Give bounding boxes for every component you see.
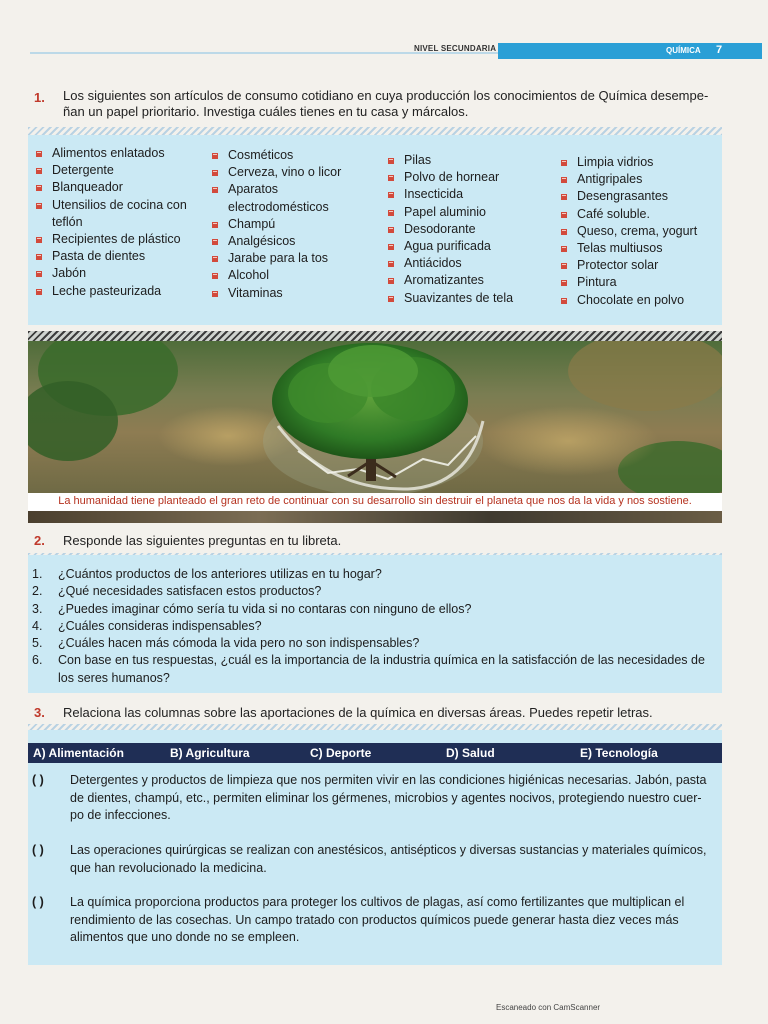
bullet-icon xyxy=(561,246,567,252)
list-item[interactable]: Queso, crema, yogurt xyxy=(561,223,697,240)
list-item[interactable]: Pilas xyxy=(388,152,513,169)
bullet-icon xyxy=(36,185,42,191)
section3-number: 3. xyxy=(34,705,45,720)
bullet-icon xyxy=(36,237,42,243)
list-item[interactable]: Recipientes de plástico xyxy=(36,231,187,248)
bullet-icon xyxy=(388,261,394,267)
bullet-icon xyxy=(36,254,42,260)
list-item[interactable]: Vitaminas xyxy=(212,285,341,302)
list-item[interactable]: Aparatos xyxy=(212,181,341,198)
bullet-icon xyxy=(388,244,394,250)
list-item[interactable]: Suavizantes de tela xyxy=(388,290,513,307)
category-deporte: C) Deporte xyxy=(310,746,372,760)
section3-instructions: Relaciona las columnas sobre las aportaciones de la química en diversas áreas. Puedes repetir letras. xyxy=(63,705,653,720)
question-item: 3. ¿Puedes imaginar cómo sería tu vida si no contaras con ninguno de ellos? xyxy=(32,601,472,616)
match-text-line: rendimiento de las cosechas. Un campo tratado con productos químicos puede generar hasta diez veces más xyxy=(70,912,679,927)
bullet-icon xyxy=(36,203,42,209)
tree-in-glass-image xyxy=(28,341,722,493)
list-item[interactable]: Pasta de dientes xyxy=(36,248,187,265)
question-item: 1. ¿Cuántos productos de los anteriores utilizas en tu hogar? xyxy=(32,567,382,581)
section1-text-line2: ñan un papel prioritario. Investiga cuáles tienes en tu casa y márcalos. xyxy=(63,104,469,119)
tree-illustration xyxy=(28,341,722,493)
bullet-icon xyxy=(561,212,567,218)
list-item-continuation: electrodomésticos xyxy=(228,199,329,214)
bullet-icon xyxy=(561,263,567,269)
bullet-icon xyxy=(212,256,218,262)
bullet-icon xyxy=(212,187,218,193)
match-text-line: que han revolucionado la medicina. xyxy=(70,860,267,875)
list-item[interactable]: Protector solar xyxy=(561,257,697,274)
section2-instructions: Responde las siguientes preguntas en tu libreta. xyxy=(63,533,342,548)
list-item[interactable]: Aromatizantes xyxy=(388,272,513,289)
list-item[interactable]: Limpia vidrios xyxy=(561,154,697,171)
bullet-icon xyxy=(36,289,42,295)
question-item: 5. ¿Cuáles hacen más cómoda la vida pero no son indispensables? xyxy=(32,636,420,651)
bullet-icon xyxy=(212,222,218,228)
match-text-line: alimentos que uno donde no se empleen. xyxy=(70,930,300,944)
header-bar xyxy=(498,43,762,59)
question-item: 2. ¿Qué necesidades satisfacen estos productos? xyxy=(32,584,322,599)
bullet-icon xyxy=(388,175,394,181)
items-column-3 xyxy=(388,152,513,307)
list-item[interactable]: Utensilios de cocina con xyxy=(36,197,187,214)
category-agricultura: B) Agricultura xyxy=(170,746,250,760)
bullet-icon xyxy=(212,153,218,159)
list-item[interactable]: Leche pasteurizada xyxy=(36,283,187,300)
question-item: 4. ¿Cuáles consideras indispensables? xyxy=(32,618,262,633)
list-item[interactable]: Papel aluminio xyxy=(388,204,513,221)
bullet-icon xyxy=(36,168,42,174)
answer-blank[interactable]: ( ) xyxy=(32,895,44,909)
category-tecnologia: E) Tecnología xyxy=(580,746,658,760)
header-level: NIVEL SECUNDARIA xyxy=(414,44,497,53)
photo-bottom-strip xyxy=(28,511,722,523)
bullet-icon xyxy=(388,210,394,216)
list-item[interactable]: Desodorante xyxy=(388,221,513,238)
section1-text-line1: Los siguientes son artículos de consumo cotidiano en cuya producción los conocimientos de Química desempe- xyxy=(63,88,709,103)
list-item[interactable]: Polvo de hornear xyxy=(388,169,513,186)
bullet-icon xyxy=(388,227,394,233)
list-item[interactable]: Alcohol xyxy=(212,267,341,284)
list-item[interactable]: Analgésicos xyxy=(212,233,341,250)
category-alimentacion: A) Alimentación xyxy=(33,746,124,760)
list-item[interactable]: Pintura xyxy=(561,274,697,291)
list-item[interactable]: Desengrasantes xyxy=(561,188,697,205)
match-text-line: Detergentes y productos de limpieza que nos permiten vivir en las condiciones higiénicas necesarias. Jabón, pasta xyxy=(70,773,707,787)
bullet-icon xyxy=(36,271,42,277)
bullet-icon xyxy=(561,298,567,304)
photo-caption: La humanidad tiene planteado el gran reto de continuar con su desarrollo sin destruir el planeta que nos da la vida y nos sostiene. xyxy=(58,495,692,507)
bullet-icon xyxy=(388,296,394,302)
bullet-icon xyxy=(36,151,42,157)
question-item-continuation: los seres humanos? xyxy=(58,670,170,685)
list-item[interactable]: Telas multiusos xyxy=(561,240,697,257)
bullet-icon xyxy=(212,239,218,245)
list-item[interactable]: Jabón xyxy=(36,265,187,282)
bullet-icon xyxy=(388,192,394,198)
list-item[interactable]: Cosméticos xyxy=(212,147,341,164)
list-item[interactable]: Blanqueador xyxy=(36,179,187,196)
list-item[interactable]: Jarabe para la tos xyxy=(212,250,341,267)
match-item xyxy=(32,894,722,947)
bullet-icon xyxy=(212,170,218,176)
list-item[interactable]: Insecticida xyxy=(388,186,513,203)
match-text-line: Las operaciones quirúrgicas se realizan con anestésicos, antisépticos y diversas sustancias y materiales químicos, xyxy=(70,843,707,857)
bullet-icon xyxy=(212,273,218,279)
page-number: 7 xyxy=(716,44,723,56)
scanner-watermark: Escaneado con CamScanner xyxy=(496,1003,601,1012)
match-item xyxy=(32,842,722,877)
items-column-1 xyxy=(36,145,187,300)
list-item[interactable]: Chocolate en polvo xyxy=(561,292,697,309)
bullet-icon xyxy=(561,280,567,286)
question-item: 6. Con base en tus respuestas, ¿cuál es la importancia de la industria química en la satisfacción de las necesidades de xyxy=(32,653,705,668)
answer-blank[interactable]: ( ) xyxy=(32,773,44,787)
section2-number: 2. xyxy=(34,533,45,548)
header-subject: QUÍMICA xyxy=(666,46,701,55)
bullet-icon xyxy=(561,194,567,200)
category-salud: D) Salud xyxy=(446,746,495,760)
items-column-2 xyxy=(212,147,341,302)
questions-list xyxy=(32,566,712,687)
bullet-icon xyxy=(561,177,567,183)
bullet-icon xyxy=(561,160,567,166)
list-item[interactable]: Champú xyxy=(212,216,341,233)
section1-hatch xyxy=(28,127,722,135)
section1-instructions xyxy=(63,88,723,120)
match-text-line: La química proporciona productos para proteger los cultivos de plagas, así como fertilizantes que multiplican el xyxy=(70,895,685,909)
list-item[interactable]: Detergente xyxy=(36,162,187,179)
list-item[interactable]: Agua purificada xyxy=(388,238,513,255)
section1-number: 1. xyxy=(34,90,45,105)
bullet-icon xyxy=(561,229,567,235)
items-column-4 xyxy=(561,154,697,309)
answer-blank[interactable]: ( ) xyxy=(32,843,44,857)
bullet-icon xyxy=(388,278,394,284)
bullet-icon xyxy=(212,291,218,297)
match-text-line: de dientes, champú, etc., permiten eliminar los gérmenes, microbios y agentes nocivos, protegiendo nuestro cuer- xyxy=(70,790,702,805)
list-item[interactable]: Cerveza, vino o licor xyxy=(212,164,341,181)
photo-hatch xyxy=(28,331,722,341)
list-item[interactable]: Antigripales xyxy=(561,171,697,188)
match-item xyxy=(32,772,722,825)
list-item[interactable]: Alimentos enlatados xyxy=(36,145,187,162)
list-item[interactable]: Café soluble. xyxy=(561,206,697,223)
bullet-icon xyxy=(388,158,394,164)
list-item[interactable]: Antiácidos xyxy=(388,255,513,272)
list-item-continuation: teflón xyxy=(52,214,83,229)
match-text-line: po de infecciones. xyxy=(70,808,171,822)
